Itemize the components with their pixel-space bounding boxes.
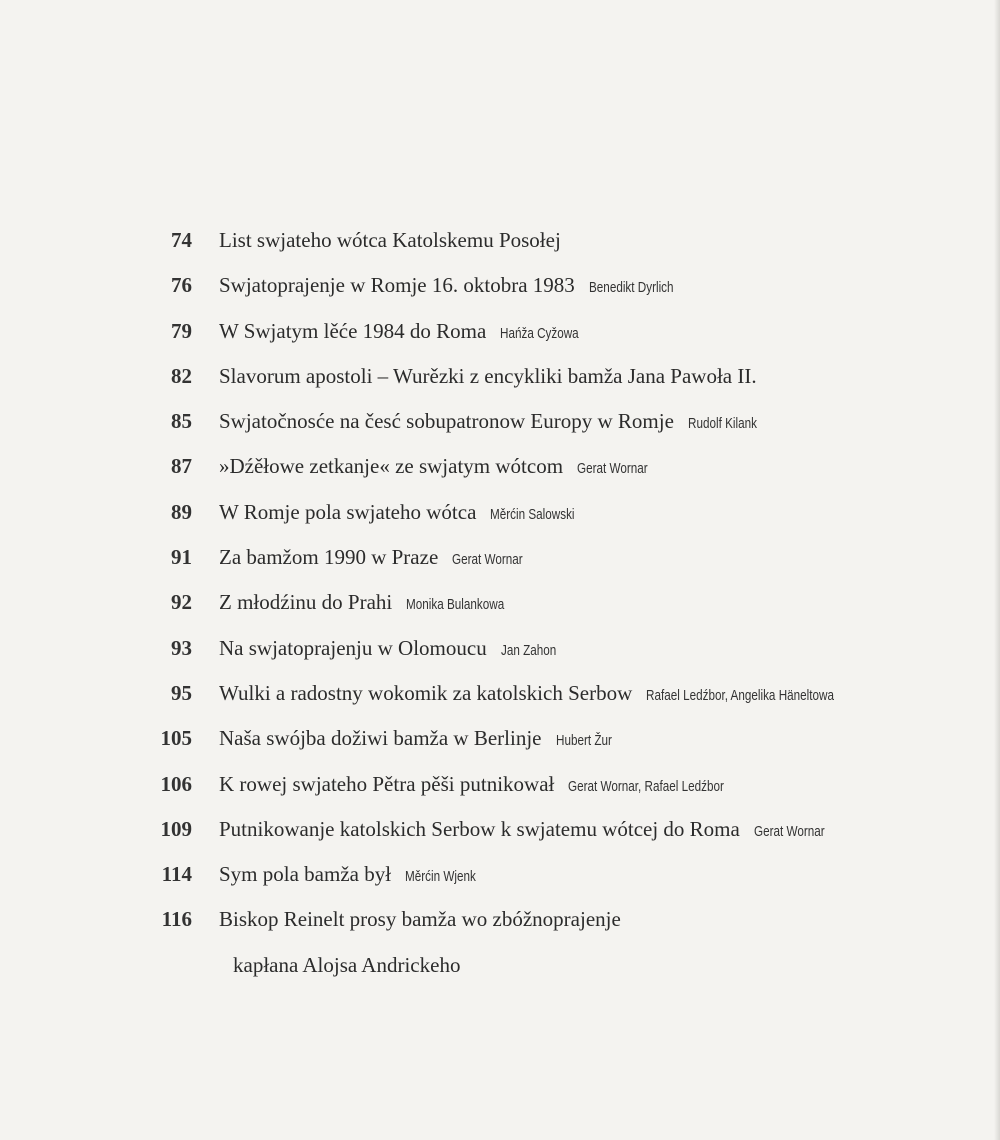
toc-page-number: 92: [171, 590, 192, 615]
toc-author: Měrćin Wjenk: [405, 868, 476, 886]
toc-author: Gerat Wornar, Rafael Ledźbor: [568, 777, 725, 795]
toc-author: Jan Zahon: [500, 641, 556, 659]
toc-entry-text: [219, 266, 697, 307]
toc-title: W Romje pola swjateho wótca: [219, 499, 477, 524]
toc-entry-text: [219, 447, 668, 488]
toc-entry-text: [219, 900, 621, 941]
toc-author: Gerat Wornar: [753, 822, 825, 840]
toc-entry: [0, 538, 1000, 583]
toc-page-number: 76: [171, 273, 192, 298]
toc-title-continuation: kapłana Alojsa Andrickeho: [233, 952, 461, 977]
toc-entry-text: [219, 402, 776, 443]
toc-author: Monika Bulankowa: [406, 596, 505, 614]
toc-entry: [0, 674, 1000, 719]
toc-entry: [0, 357, 1000, 402]
toc-title: Putnikowanje katolskich Serbow k swjatemu wótcej do Roma: [219, 816, 740, 841]
toc-page-number: 105: [160, 726, 192, 751]
toc-entry: [0, 221, 1000, 266]
toc-title: W Swjatym lěće 1984 do Roma: [219, 318, 487, 343]
toc-title: Slavorum apostoli – Wurězki z encykliki bamža Jana Pawoła II.: [219, 363, 757, 388]
toc-entry-text: [219, 312, 601, 353]
toc-page-number: 95: [171, 680, 192, 705]
toc-title: Z młodźinu do Prahi: [219, 590, 393, 615]
toc-entry: [0, 583, 1000, 628]
toc-entry-text: [219, 855, 496, 896]
toc-title: Naša swójba dožiwi bamža w Berlinje: [219, 726, 542, 751]
toc-entry-continuation: [0, 946, 1000, 991]
toc-entry-text: [219, 583, 532, 624]
toc-entry-text: [219, 765, 768, 806]
toc-author: Gerat Wornar: [577, 460, 648, 478]
table-of-contents: [0, 221, 1000, 991]
toc-entry-text: [219, 674, 887, 715]
toc-title: »Dźěłowe zetkanje« ze swjatym wótcom: [219, 454, 564, 479]
toc-page-number: 74: [171, 228, 192, 252]
toc-author: Rafael Ledźbor, Angelika Häneltowa: [646, 686, 835, 704]
toc-entry: [0, 312, 1000, 357]
toc-title: Swjatočnosće na česć sobupatronow Europy w Romje: [219, 409, 674, 434]
toc-entry: [0, 810, 1000, 855]
page-edge-shadow: [994, 0, 1000, 1140]
toc-page-number: 87: [171, 454, 192, 479]
toc-entry-text: [219, 493, 599, 534]
toc-page-number: 85: [171, 409, 192, 434]
toc-entry: [0, 900, 1000, 945]
toc-page-number: 89: [171, 499, 192, 524]
toc-title: Biskop Reinelt prosy bamža wo zbóžnoprajenje: [219, 907, 621, 932]
toc-page-number: 116: [161, 907, 192, 932]
toc-entry-text: [219, 538, 543, 579]
toc-entry-text: [219, 357, 757, 398]
toc-title: Swjatoprajenje w Romje 16. oktobra 1983: [219, 273, 575, 298]
toc-author: Rudolf Kilank: [687, 415, 757, 433]
toc-entry: [0, 447, 1000, 492]
toc-page-number: 82: [171, 363, 192, 388]
toc-entry-text: [219, 629, 572, 670]
toc-page-number: 91: [171, 545, 192, 570]
toc-title: Wulki a radostny wokomik za katolskich Serbow: [219, 680, 633, 705]
toc-entry: [0, 629, 1000, 674]
toc-page-number: 93: [171, 635, 192, 660]
toc-author: Měrćin Salowski: [490, 505, 575, 523]
toc-entry-text: [219, 810, 844, 851]
toc-page-number: 109: [160, 816, 192, 841]
toc-page-number: 114: [161, 862, 192, 887]
toc-entry: [0, 765, 1000, 810]
toc-entry: [0, 266, 1000, 311]
toc-title: K rowej swjateho Pětra pěši putnikował: [219, 771, 555, 796]
toc-entry: [0, 855, 1000, 900]
toc-page-number: 106: [160, 771, 192, 796]
toc-author: Hubert Žur: [555, 732, 612, 750]
toc-author: Benedikt Dyrlich: [588, 279, 674, 297]
toc-entry: [0, 402, 1000, 447]
toc-title: Sym pola bamža był: [219, 862, 392, 887]
toc-entry-text: [219, 719, 627, 760]
toc-page-number: 79: [171, 318, 192, 343]
toc-entry: [0, 719, 1000, 764]
toc-author: Gerat Wornar: [452, 551, 523, 569]
toc-title: Za bamžom 1990 w Praze: [219, 545, 439, 570]
toc-entry-text: [219, 221, 561, 262]
toc-title: List swjateho wótca Katolskemu Posołej: [219, 228, 561, 252]
toc-author: Hańža Cyžowa: [500, 324, 580, 342]
toc-entry: [0, 493, 1000, 538]
toc-title: Na swjatoprajenju w Olomoucu: [219, 635, 487, 660]
